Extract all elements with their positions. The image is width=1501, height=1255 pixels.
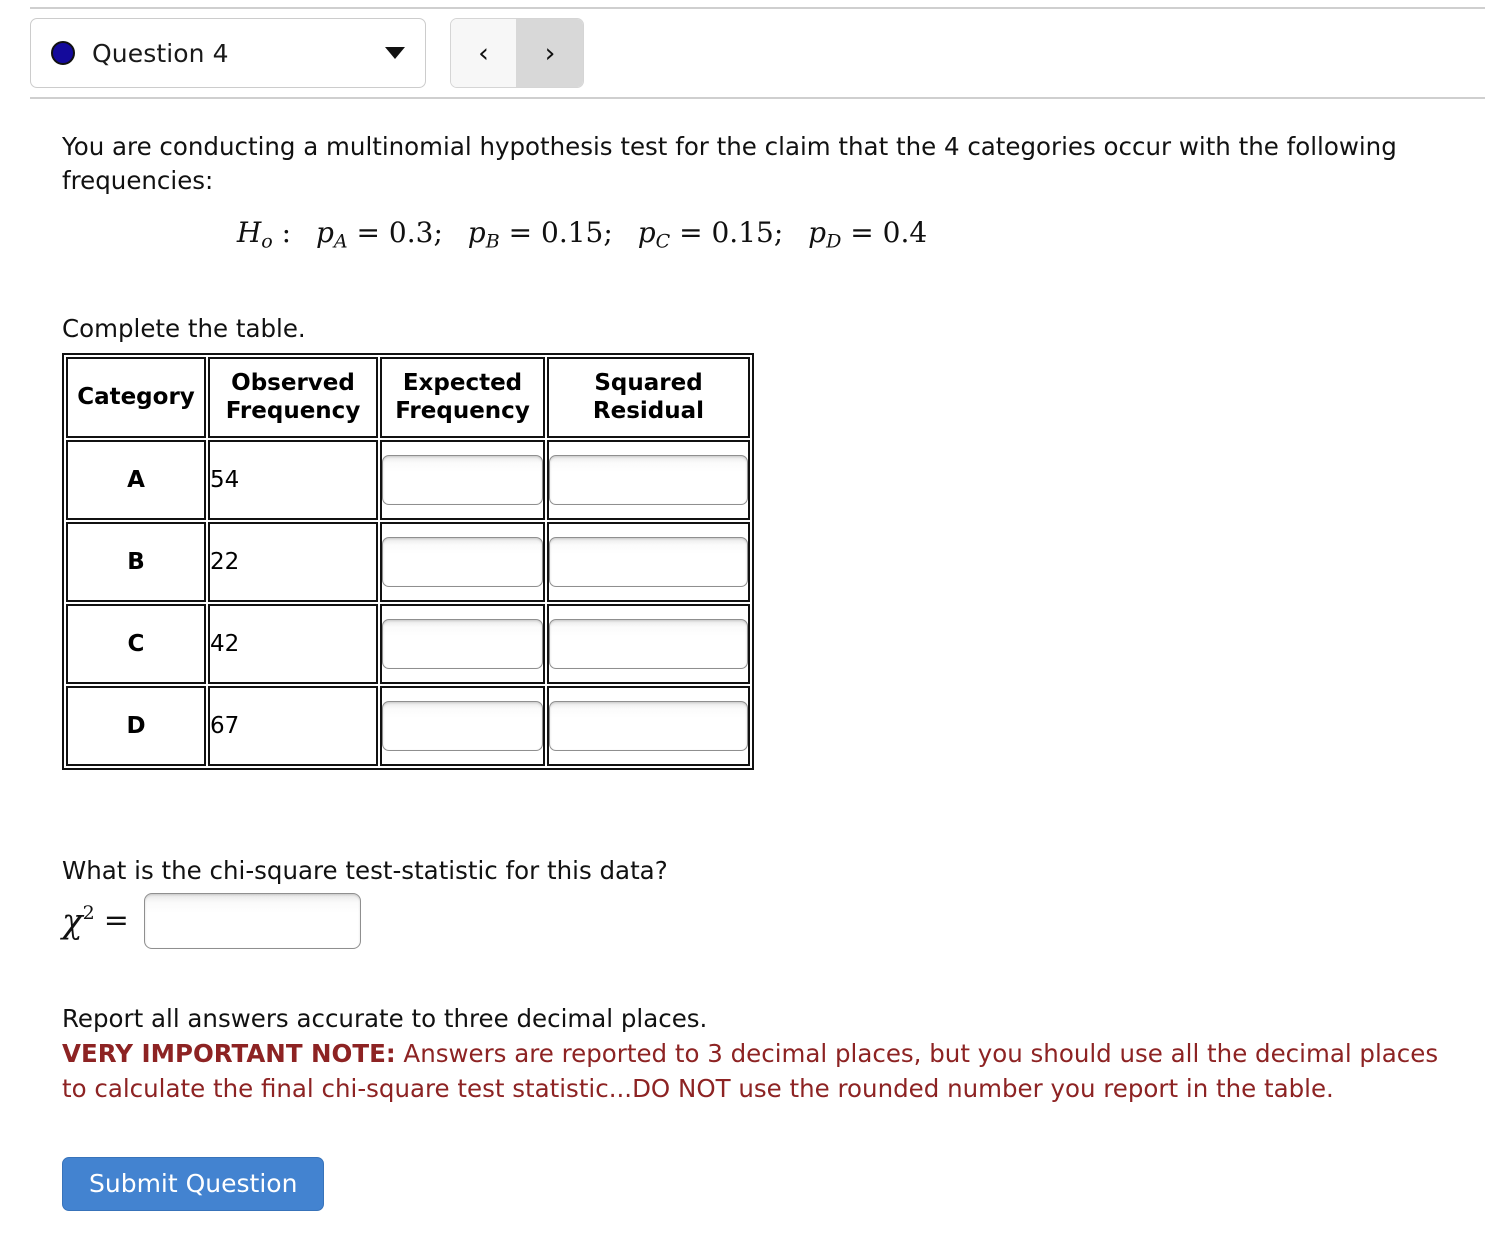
- submit-question-button[interactable]: Submit Question: [62, 1157, 324, 1211]
- column-header-expected-line-1: Expected: [402, 369, 523, 396]
- term-2-sub: C: [655, 229, 671, 252]
- chi-exponent: 2: [82, 901, 95, 924]
- row-2-squared-residual-input[interactable]: [549, 619, 748, 669]
- table-row: [66, 686, 750, 766]
- chi-square-question: What is the chi-square test-statistic for this data?: [62, 855, 668, 885]
- column-header-category-line-1: Category: [77, 384, 195, 411]
- row-0-squared-residual-input[interactable]: [549, 455, 748, 505]
- row-3-expected-cell: [380, 686, 545, 766]
- complete-table-label: Complete the table.: [62, 313, 306, 343]
- hypothesis-h: H: [236, 215, 262, 249]
- row-2-expected-input[interactable]: [382, 619, 543, 669]
- row-0-squared-cell: [547, 440, 750, 520]
- question-selector-label: Question 4: [92, 38, 229, 68]
- term-2-eq: =: [679, 215, 703, 249]
- row-0-category: A: [66, 440, 206, 520]
- row-1-squared-residual-input[interactable]: [549, 537, 748, 587]
- row-0-observed: 54: [208, 440, 378, 520]
- column-header-observed-line-2: Frequency: [225, 398, 361, 425]
- question-nav-group: [450, 18, 584, 88]
- row-1-expected-cell: [380, 522, 545, 602]
- question-status-dot-icon: [51, 41, 75, 65]
- column-header-expected-frequency: [380, 357, 545, 438]
- row-3-squared-residual-input[interactable]: [549, 701, 748, 751]
- row-3-category: D: [66, 686, 206, 766]
- term-0-sub: A: [333, 229, 348, 252]
- term-1-sub: B: [485, 229, 500, 252]
- top-divider: [30, 7, 1485, 9]
- chi-symbol: [62, 901, 95, 942]
- row-2-category: C: [66, 604, 206, 684]
- row-1-expected-input[interactable]: [382, 537, 543, 587]
- previous-question-button[interactable]: ‹: [451, 19, 517, 87]
- row-1-category: B: [66, 522, 206, 602]
- frequency-table-head: [66, 357, 750, 438]
- column-header-category: [66, 357, 206, 438]
- important-note-body: Answers are reported to 3 decimal places, but you should use all the decimal places to calculate the final chi-square test statistic...DO NOT use the rounded number you report in the table.: [62, 1039, 1439, 1104]
- answer-notes: [62, 1001, 1462, 1107]
- term-3-p: p: [808, 215, 827, 249]
- term-2-p: p: [637, 215, 656, 249]
- frequency-table: [62, 353, 754, 770]
- important-note: [62, 1036, 1462, 1107]
- chevron-down-icon[interactable]: [385, 47, 405, 59]
- row-3-expected-input[interactable]: [382, 701, 543, 751]
- chi-glyph: χ: [62, 901, 83, 942]
- table-row: [66, 604, 750, 684]
- important-note-title: VERY IMPORTANT NOTE:: [62, 1039, 396, 1069]
- chi-equals-sign: =: [103, 903, 129, 939]
- term-2-value: 0.15;: [711, 215, 784, 249]
- column-header-squared-residual: [547, 357, 750, 438]
- table-header-row: [66, 357, 750, 438]
- next-question-button[interactable]: ›: [517, 19, 583, 87]
- column-header-observed-frequency: [208, 357, 378, 438]
- hypothesis-formula: [62, 216, 1102, 252]
- question-selector[interactable]: [30, 18, 426, 88]
- term-1-eq: =: [508, 215, 533, 249]
- column-header-observed-line-1: Observed: [231, 369, 355, 396]
- column-header-squared-line-1: Squared: [594, 369, 703, 396]
- chi-square-input[interactable]: [144, 893, 361, 949]
- frequency-table-body: [66, 440, 750, 766]
- question-content: [62, 130, 1462, 1211]
- term-3-sub: D: [826, 229, 842, 252]
- term-1-p: p: [467, 215, 486, 249]
- row-0-expected-cell: [380, 440, 545, 520]
- row-1-observed: 22: [208, 522, 378, 602]
- term-0-value: 0.3;: [388, 215, 443, 249]
- term-3-value: 0.4: [882, 215, 928, 249]
- question-header-bar: [30, 18, 584, 88]
- row-2-squared-cell: [547, 604, 750, 684]
- term-1-value: 0.15;: [541, 215, 613, 249]
- column-header-expected-line-2: Frequency: [395, 398, 530, 425]
- hypothesis-h-sub: o: [261, 229, 273, 252]
- row-3-squared-cell: [547, 686, 750, 766]
- row-3-observed: 67: [208, 686, 378, 766]
- table-row: [66, 522, 750, 602]
- hypothesis-colon: :: [281, 215, 292, 249]
- table-row: [66, 440, 750, 520]
- column-header-squared-line-2: Residual: [592, 398, 705, 425]
- question-prompt: You are conducting a multinomial hypothesis test for the claim that the 4 categories occur with the following frequencies:: [62, 132, 1397, 195]
- term-0-p: p: [315, 215, 334, 249]
- row-2-expected-cell: [380, 604, 545, 684]
- accuracy-note: Report all answers accurate to three decimal places.: [62, 1003, 708, 1033]
- header-divider: [30, 97, 1485, 99]
- chi-square-answer-row: [62, 893, 1462, 949]
- row-1-squared-cell: [547, 522, 750, 602]
- term-0-eq: =: [356, 215, 381, 249]
- row-2-observed: 42: [208, 604, 378, 684]
- term-3-eq: =: [850, 215, 874, 249]
- row-0-expected-input[interactable]: [382, 455, 543, 505]
